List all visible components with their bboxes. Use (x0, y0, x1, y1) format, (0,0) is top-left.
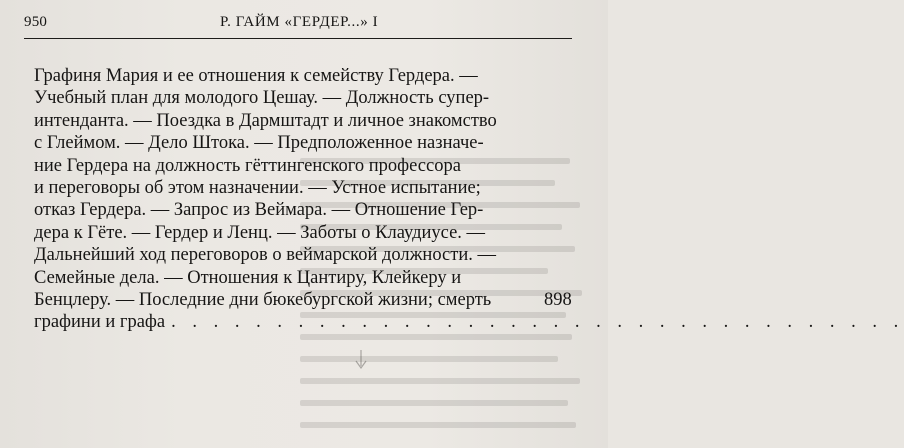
toc-last-line (34, 311, 904, 333)
toc-line: отказ Гердера. — Запрос из Веймара. — Отношение Гер- (34, 200, 484, 221)
toc-line: дера к Гёте. — Гердер и Ленц. — Заботы о Клаудиусе. — (34, 222, 486, 243)
toc-line: ние Гердера на должность гёттингенского профессора (34, 155, 461, 176)
header-rule (24, 38, 572, 39)
running-head: Р. ГАЙМ «ГЕРДЕР...» I (220, 14, 379, 30)
toc-line: интенданта. — Поездка в Дармштадт и личное знакомство (34, 110, 497, 131)
toc-line: с Глеймом. — Дело Штока. — Предположенное назначе- (34, 133, 484, 154)
dot-leader: . . . . . . . . . . . . . . . . . . . . . . . . . . . . . . . . . . . (171, 312, 904, 333)
ink-mark-icon (354, 350, 368, 370)
toc-line: Семейные дела. — Отношения к Цантиру, Клейкеру и (34, 267, 462, 288)
toc-line: Бенцлеру. — Последние дни бюкебургской жизни; смерть (34, 289, 492, 310)
toc-line: Учебный план для молодого Цешау. — Должность супер- (34, 88, 490, 109)
toc-line: и переговоры об этом назначении. — Устное испытание; (34, 177, 481, 198)
toc-line: Графиня Мария и ее отношения к семейству Гердера. — (34, 66, 478, 86)
toc-line: Дальнейший ход переговоров о веймарской должности. — (34, 245, 496, 266)
toc-last-line-text: графини и графа (34, 312, 166, 333)
page-number: 950 (24, 14, 48, 30)
page-reference: 898 (544, 290, 572, 310)
